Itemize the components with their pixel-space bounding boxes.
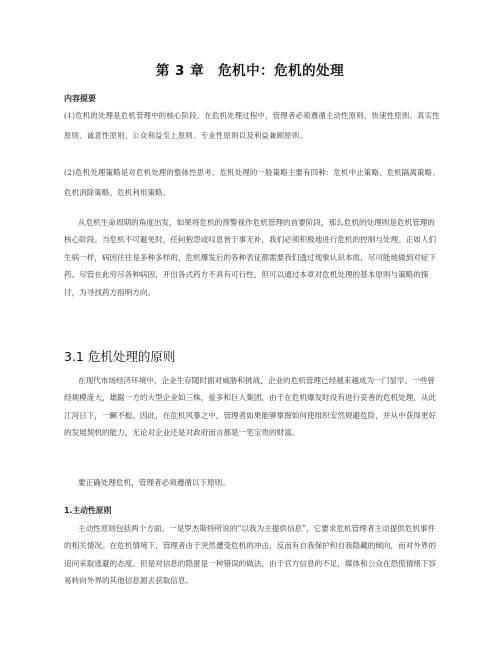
- subsection-heading: 1.主动性原则: [64, 506, 112, 515]
- chapter-title: 第 3 章 危机中：危机的处理: [155, 63, 345, 79]
- intro-paragraph: 从危机生命周期的角度出发，如果将危机的预警视作危机管理的首要阶段，那么危机的处理则是危机管理的核心阶段。当危机不可避免时，任何抱怨或叹息皆于事无补，我们必须积极地进行危机的控制与处理。正如人们生病一样，病因往往是多种多样的，危机爆发后的各种表征都需要我们透过现象认识本质，尽可能地做到对症下药。尽管在此穷尽各种病因，开出各式药方不具有可行性，但可以通过本章对危机处理的基本原则与策略的探讨，为寻找药方指明方向。: [64, 218, 437, 297]
- subsection-paragraph: 主动性原则包括两个方面。一是罗杰斯特所说的“以我为主提供信息”，它要求危机管理者主动提供危机事件的相关情况。在危机情境下，管理者由于突然遭受危机的冲击，反而有自我保护和自我隐藏的倾向，而对外界的追问采取逃避的态度。但是对信息的隐匿是一种错误的做法。由于官方信息的不足，媒体和公众在恐慌情绪下容易转向外界的其他信息源去获取信息。: [64, 524, 437, 586]
- section-heading: 3.1 危机处理的原则: [64, 349, 176, 364]
- section-paragraph-2: 要正确处理危机，管理者必须遵循以下原则。: [78, 478, 230, 487]
- summary-label: 内容提要: [64, 94, 96, 103]
- summary-item-1: (1)危机的处理是危机管理中的核心阶段，在危机处理过程中，管理者必须遵循主动性原则、快速性原则、真实性原则、诚意性原则、公众利益至上原则、专业性原则以及利益兼顾原则。: [64, 111, 440, 140]
- section-paragraph-1: 在现代市场经济环境中，企业生存随时面对威胁和挑战，企业的危机管理已经越来越成为一门显学。一些曾经规模庞大，雄踞一方的大型企业如三株，爱多和巨人集团，由于在危机爆发时没有进行妥善的危机处理，从此江河日下，一蹶不振。因此，在危机风暴之中，管理者如果能够掌握如何使组织安然规避危险，并从中获得更好的发展契机的能力，无论对企业还是对政府而言都是一笔宝贵的财富。: [64, 376, 437, 438]
- summary-item-2: (2)危机处理策略是对危机处理的整体性思考。危机处理的一般策略主要有四种：危机中止策略、危机隔离策略、危机消除策略、危机利用策略。: [64, 168, 440, 197]
